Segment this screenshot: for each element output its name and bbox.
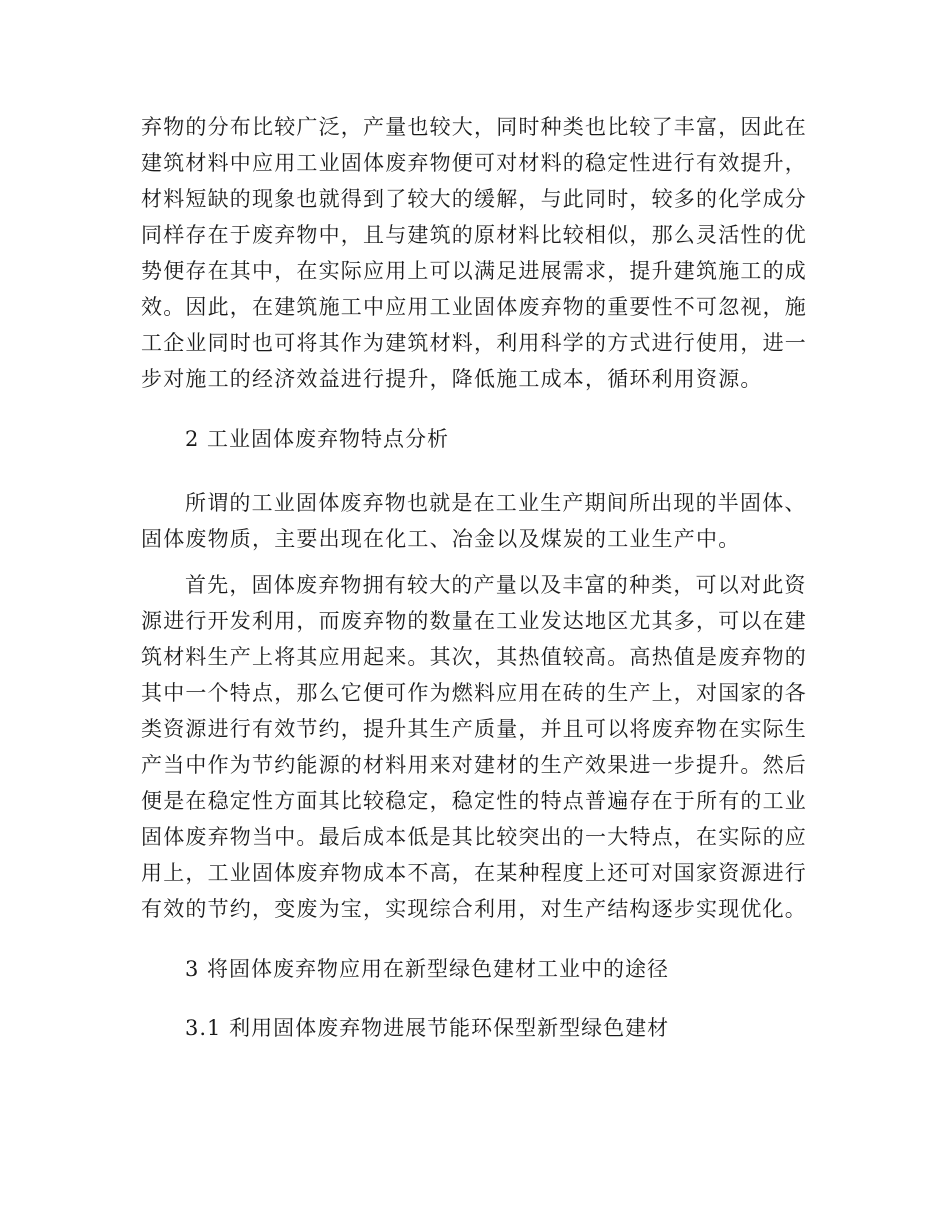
text-line: 筑材料生产上将其应用起来。其次，其热值较高。高热值是废弃物的 <box>141 645 807 669</box>
text-line: 同样存在于废弃物中，且与建筑的原材料比较相似，那么灵活性的优 <box>141 223 807 247</box>
text-line: 步对施工的经济效益进行提升，降低施工成本，循环利用资源。 <box>141 367 763 391</box>
text-line: 有效的节约，变废为宝，实现综合利用，对生产结构逐步实现优化。 <box>141 897 807 921</box>
text-line: 建筑材料中应用工业固体废弃物便可对材料的稳定性进行有效提升， <box>141 151 807 175</box>
subsection-heading-3-1: 3.1 利用固体废弃物进展节能环保型新型绿色建材 <box>185 1016 670 1040</box>
text-line: 便是在稳定性方面其比较稳定，稳定性的特点普遍存在于所有的工业 <box>141 789 807 813</box>
text-line: 用上，工业固体废弃物成本不高，在某种程度上还可对国家资源进行 <box>141 861 807 885</box>
text-line: 弃物的分布比较广泛，产量也较大，同时种类也比较了丰富，因此在 <box>141 115 807 139</box>
text-line: 材料短缺的现象也就得到了较大的缓解，与此同时，较多的化学成分 <box>141 187 807 211</box>
text-line: 类资源进行有效节约，提升其生产质量，并且可以将废弃物在实际生 <box>141 717 807 741</box>
text-line: 产当中作为节约能源的材料用来对建材的生产效果进一步提升。然后 <box>141 753 807 777</box>
paragraph-intro <box>141 109 809 397</box>
paragraph-characteristics <box>141 567 809 927</box>
text-line: 工企业同时也可将其作为建筑材料，利用科学的方式进行使用，进一 <box>141 331 807 355</box>
text-line: 固体废弃物当中。最后成本低是其比较突出的一大特点，在实际的应 <box>141 825 807 849</box>
text-line: 源进行开发利用，而废弃物的数量在工业发达地区尤其多，可以在建 <box>141 609 807 633</box>
text-line: 固体废物质，主要出现在化工、冶金以及煤炭的工业生产中。 <box>141 527 741 551</box>
section-heading-2: 2 工业固体废弃物特点分析 <box>185 427 450 451</box>
paragraph-definition <box>141 485 809 557</box>
section-heading-3: 3 将固体废弃物应用在新型绿色建材工业中的途径 <box>185 957 670 981</box>
text-line: 其中一个特点，那么它便可作为燃料应用在砖的生产上，对国家的各 <box>141 681 807 705</box>
text-line: 势便存在其中，在实际应用上可以满足进展需求，提升建筑施工的成 <box>141 259 807 283</box>
text-line: 所谓的工业固体废弃物也就是在工业生产期间所出现的半固体、 <box>185 491 807 515</box>
text-line: 效。因此，在建筑施工中应用工业固体废弃物的重要性不可忽视，施 <box>141 295 807 319</box>
text-line: 首先，固体废弃物拥有较大的产量以及丰富的种类，可以对此资 <box>185 573 807 597</box>
